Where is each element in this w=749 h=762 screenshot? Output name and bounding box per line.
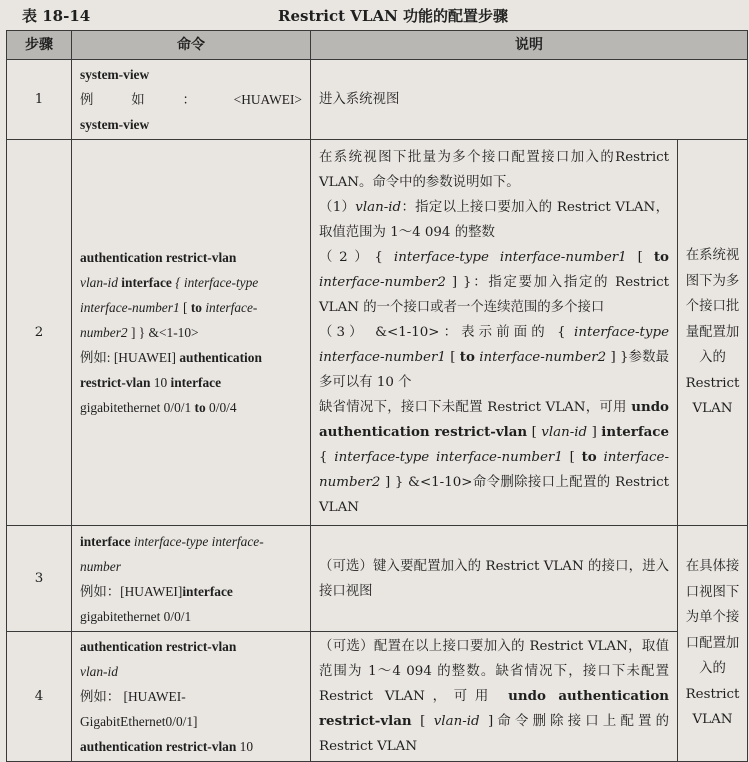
header-description: 说明 (311, 31, 748, 60)
example-text: 0/0/4 (205, 400, 237, 415)
description-text: ] }参数最多可以有 10 个 (319, 350, 669, 390)
syntax-text: [ (527, 425, 542, 440)
description-text: （1） (319, 200, 356, 215)
command-example: 例 如 ： <HUAWEI> (80, 92, 302, 107)
keyword-text: interface (182, 583, 233, 599)
param-text: interface-number2 (319, 275, 446, 290)
keyword-text: undo authentication restrict-vlan (319, 688, 669, 729)
param-text: vlan-id (80, 664, 118, 679)
param-text: vlan-id (80, 275, 118, 290)
syntax-text: [ (562, 450, 582, 465)
step-number: 1 (7, 60, 72, 140)
syntax-text: ] } &<1-10> (127, 325, 199, 340)
command-cell (72, 632, 311, 762)
description-text: （3） &<1-10>：表示前面的 { (319, 325, 575, 340)
description-text: ]命令删除接口上配置的 Restrict VLAN (319, 714, 669, 754)
param-text: interface-type interface-number1 (319, 325, 669, 365)
description-text: 缺省情况下，接口下未配置 Restrict VLAN，可用 (319, 400, 632, 415)
table-row (7, 140, 748, 526)
syntax-text: [ (445, 350, 460, 365)
example-text: 例如： [HUAWEI-GigabitEthernet0/0/1] (80, 689, 198, 729)
description-cell: （可选）键入要配置加入的 Restrict VLAN 的接口，进入接口视图 (311, 526, 678, 632)
command-cell (72, 526, 311, 632)
keyword-text: restrict-vlan (80, 375, 151, 390)
scope-cell: 在系统视图下为多个接口批量配置加入的 Restrict VLAN (678, 140, 748, 526)
example-text: 例如: [HUAWEI] (80, 350, 180, 365)
scope-cell: 在具体接口视图下为单个接口配置加入的 Restrict VLAN (678, 526, 748, 762)
keyword-text: interface (80, 533, 131, 549)
command-cell (72, 140, 311, 526)
syntax-text: { (319, 450, 335, 465)
command-example-cont: system-view (80, 117, 150, 132)
description-text: ] } &<1-10>命令删除接口上配置的 Restrict VLAN (319, 475, 669, 515)
param-text: interface-type interface-number (80, 533, 264, 574)
command-text: system-view (80, 67, 150, 82)
description-text: （2）{ (319, 250, 394, 265)
command-text: authentication restrict-vlan (80, 639, 237, 654)
example-text: 10 (236, 739, 254, 754)
keyword-text: authentication restrict-vlan (80, 739, 237, 754)
keyword-text: interface (170, 375, 222, 390)
param-text: interface-type interface-number1 (393, 250, 627, 265)
syntax-text: ] (587, 425, 602, 440)
step-number: 4 (7, 632, 72, 762)
syntax-text: [ (626, 250, 654, 265)
config-steps-table (6, 30, 748, 762)
keyword-text: interface (601, 424, 669, 440)
command-cell (72, 60, 311, 140)
param-text: interface-number2 (319, 450, 669, 490)
table-caption (0, 0, 749, 28)
example-text: 例如：[HUAWEI] (80, 583, 183, 599)
keyword-text: interface (117, 275, 172, 290)
description-cell (311, 140, 678, 526)
step-number: 3 (7, 526, 72, 632)
keyword-text: to (581, 449, 597, 465)
description-text: （可选）配置在以上接口要加入的 Restrict VLAN，取值范围为 1～4 094 的整数。缺省情况下，接口下未配置 Restrict VLAN，可用 (319, 639, 669, 704)
param-text: vlan-id (433, 714, 480, 729)
syntax-text: [ (179, 300, 191, 315)
param-text: { interface-type (171, 275, 259, 290)
description-text: ] }：指定要加入指定的 Restrict VLAN 的一个接口或者一个连续范围的多个接口 (319, 275, 669, 315)
table-row (7, 632, 748, 762)
table-row (7, 60, 748, 140)
header-command: 命令 (72, 31, 311, 60)
description-text: ：指定以上接口要加入的 Restrict VLAN，取值范围为 1～4 094 的整数 (319, 200, 669, 240)
keyword-text: to (190, 300, 202, 315)
param-text: interface-number2 (479, 350, 607, 365)
param-text: interface-type interface-number1 (334, 450, 563, 465)
description-cell: 进入系统视图 (311, 60, 748, 140)
step-number: 2 (7, 140, 72, 526)
keyword-text: authentication (179, 350, 262, 365)
table-number: 表 18-14 (22, 7, 91, 25)
description-cell (311, 632, 678, 762)
command-text: authentication restrict-vlan (80, 250, 237, 265)
keyword-text: to (653, 249, 669, 265)
description-text: 在系统视图下批量为多个接口配置接口加入的Restrict VLAN。命令中的参数说明如下。 (319, 150, 669, 190)
param-text: interface-number1 (80, 300, 180, 315)
param-text: number2 (80, 325, 128, 340)
example-text: 10 (150, 375, 171, 390)
param-text: interface- (201, 300, 258, 315)
keyword-text: to (459, 349, 475, 365)
example-text: gigabitethernet 0/0/1 (80, 608, 192, 624)
keyword-text: to (194, 400, 206, 415)
param-text: vlan-id (541, 425, 588, 440)
table-row (7, 526, 748, 632)
example-text: gigabitethernet 0/0/1 (80, 400, 195, 415)
keyword-text: undo authentication restrict-vlan (319, 399, 669, 440)
header-row (7, 31, 748, 60)
table-title: Restrict VLAN 功能的配置步骤 (278, 7, 509, 25)
syntax-text: [ (411, 714, 434, 729)
header-step: 步骤 (7, 31, 72, 60)
param-text: vlan-id (355, 200, 402, 215)
